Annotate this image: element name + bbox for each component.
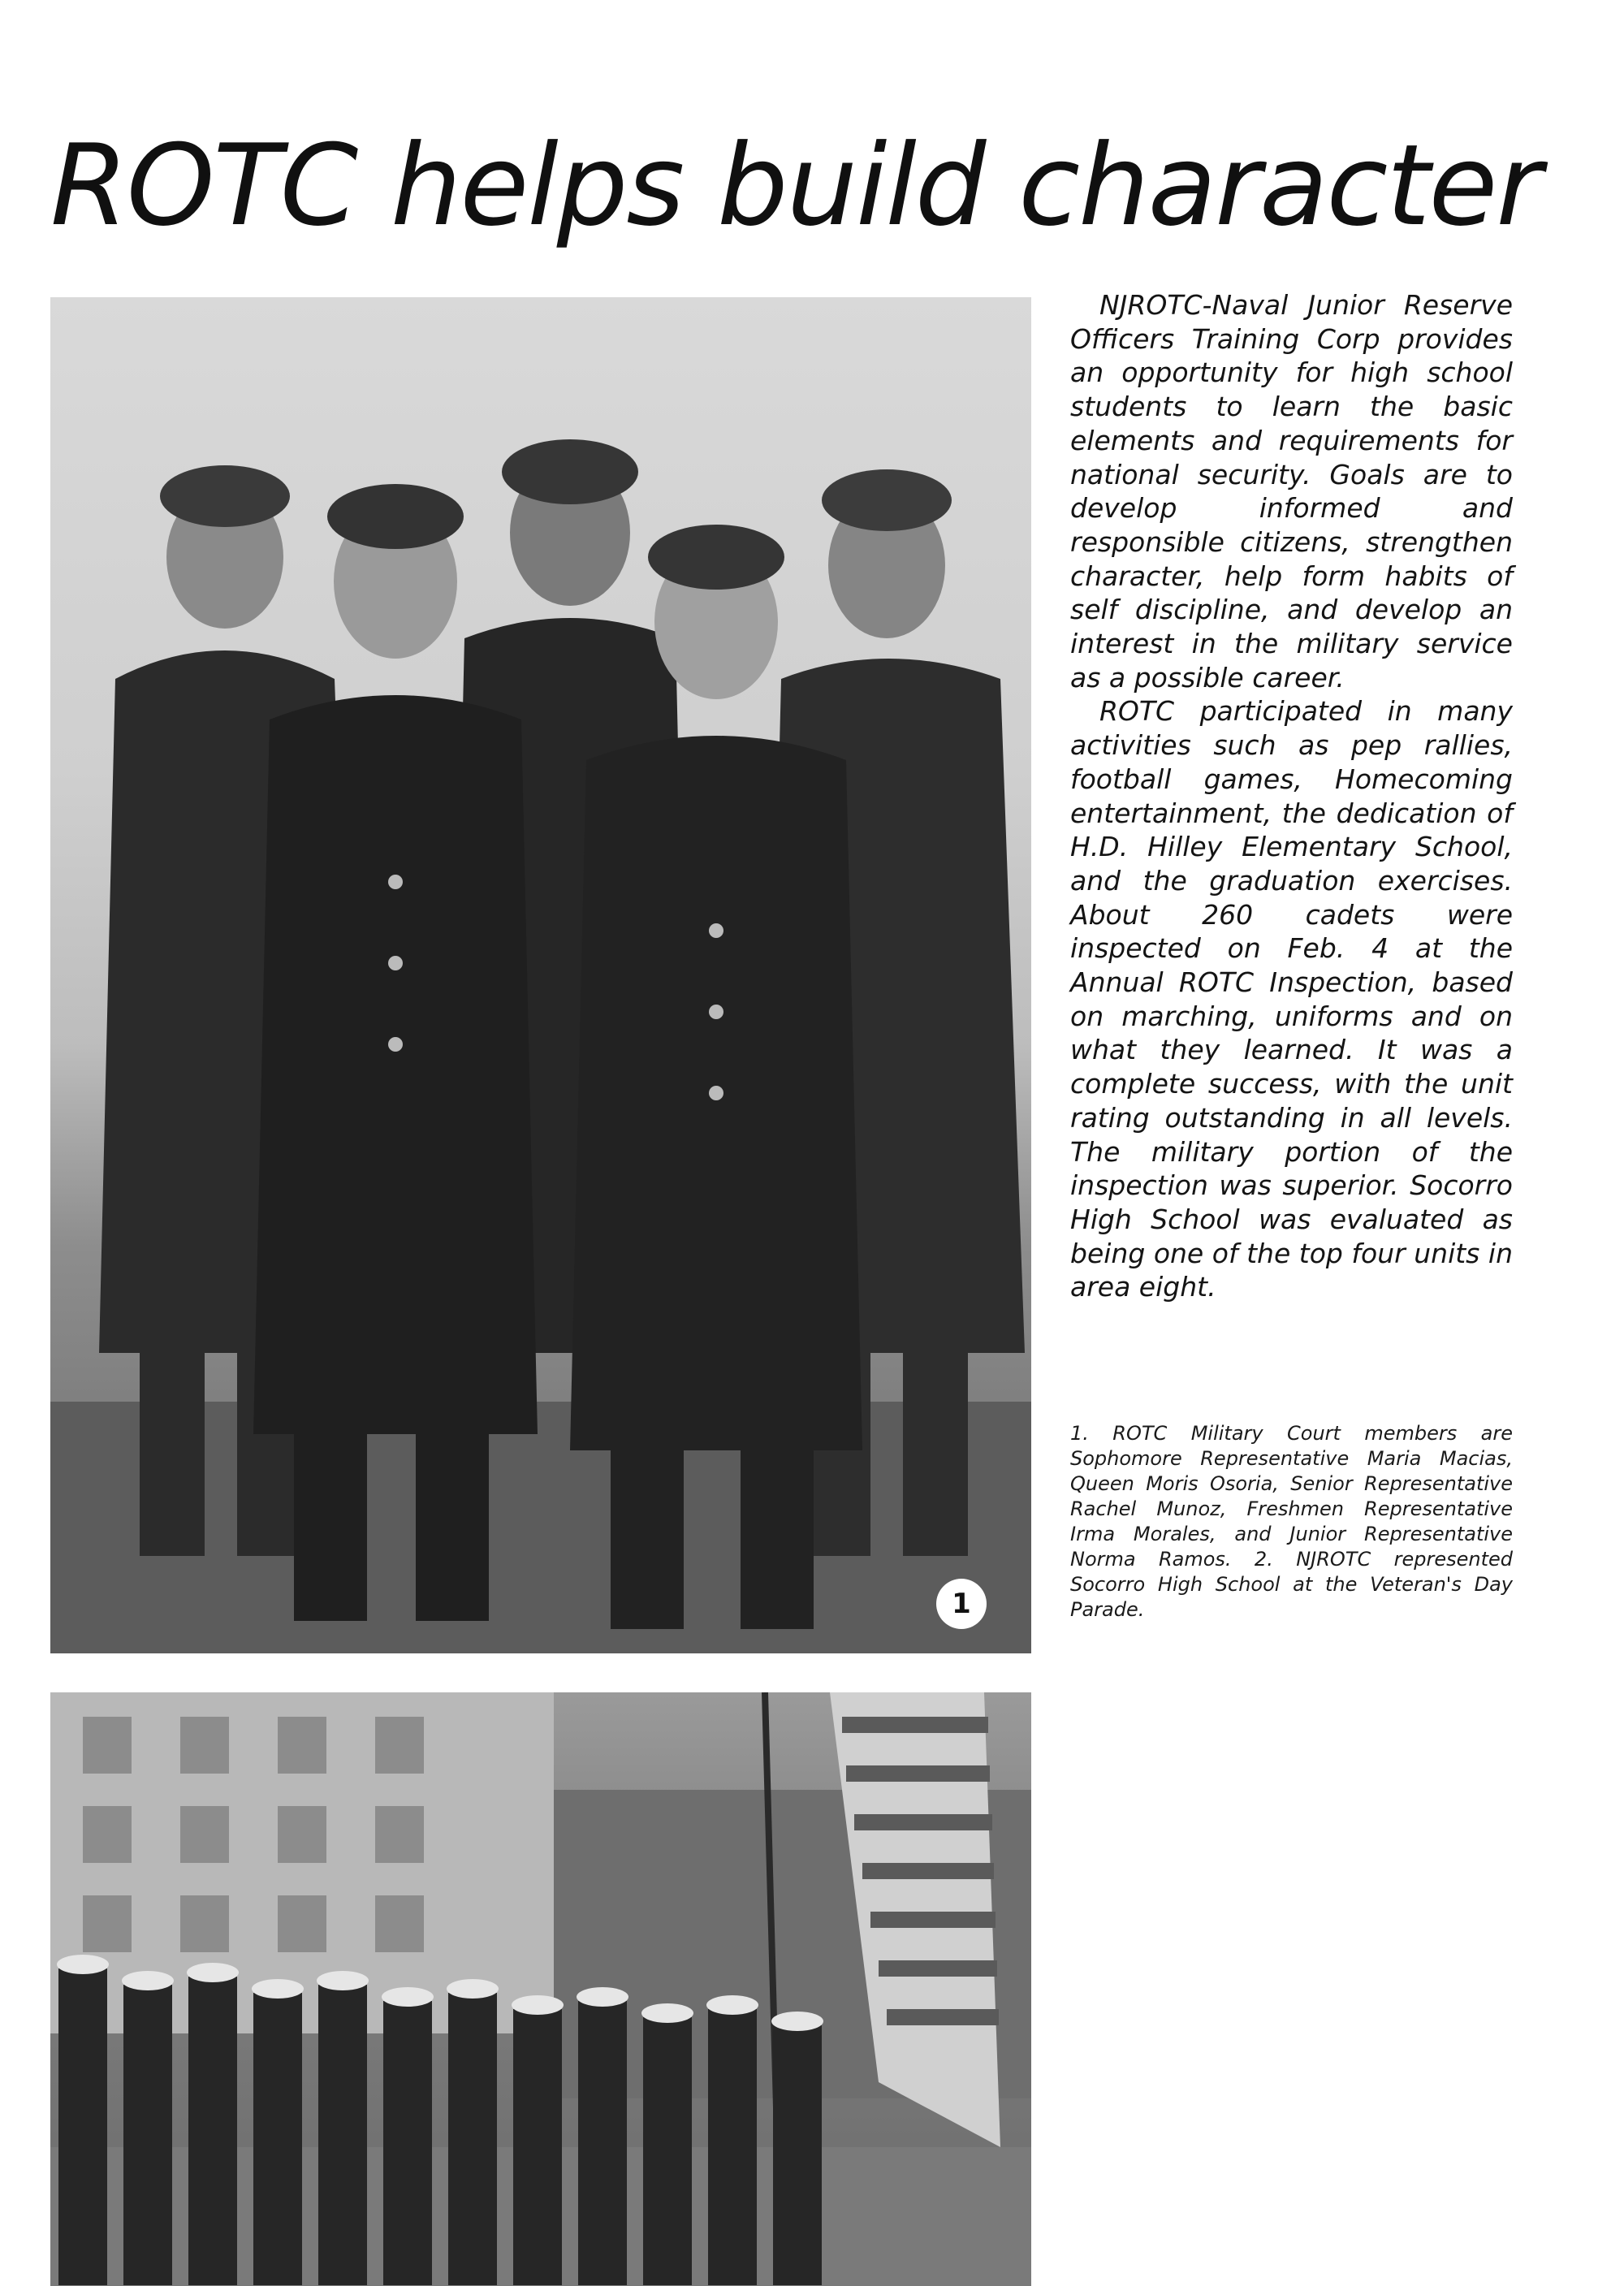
article-paragraph: NJROTC-Naval Junior Reserve Officers Training Corp provides an opportunity for high school students to learn the basic elements and requirements for national security. Goals are to develop informed and responsible citizens, strengthen character, help form habits of self discipline, and develop an interest in the military service as a possible career. xyxy=(1070,289,1513,694)
page-title: ROTC helps build character xyxy=(50,120,1541,251)
parade-photo-illustration xyxy=(50,1692,1031,2286)
photo-caption: 1. ROTC Military Court members are Sophomore Representative Maria Macias, Queen Moris Osoria, Senior Representative Rachel Munoz, Freshmen Representative Irma Morales, and Junior Representative Norma Ramos. 2. NJROTC represented Socorro High School at the Veteran's Day Parade. xyxy=(1070,1422,1513,1621)
article-body xyxy=(1070,288,1513,1304)
cadets-photo-illustration xyxy=(50,297,1031,1653)
article-paragraph: ROTC participated in many activities such as pep rallies, football games, Homecoming entertainment, the dedication of H.D. Hilley Elementary School, and the graduation exercises. About 260 cadets were inspected on Feb. 4 at the Annual ROTC Inspection, based on marching, uniforms and on what they learned. It was a complete success, with the unit rating outstanding in all levels. The military portion of the inspection was superior. Socorro High School was evaluated as being one of the top four units in area eight. xyxy=(1070,695,1513,1303)
photo-rotc-military-court xyxy=(50,297,1031,1653)
photo-number-badge: 1 xyxy=(936,1579,987,1629)
photo-veterans-day-parade xyxy=(50,1692,1031,2286)
